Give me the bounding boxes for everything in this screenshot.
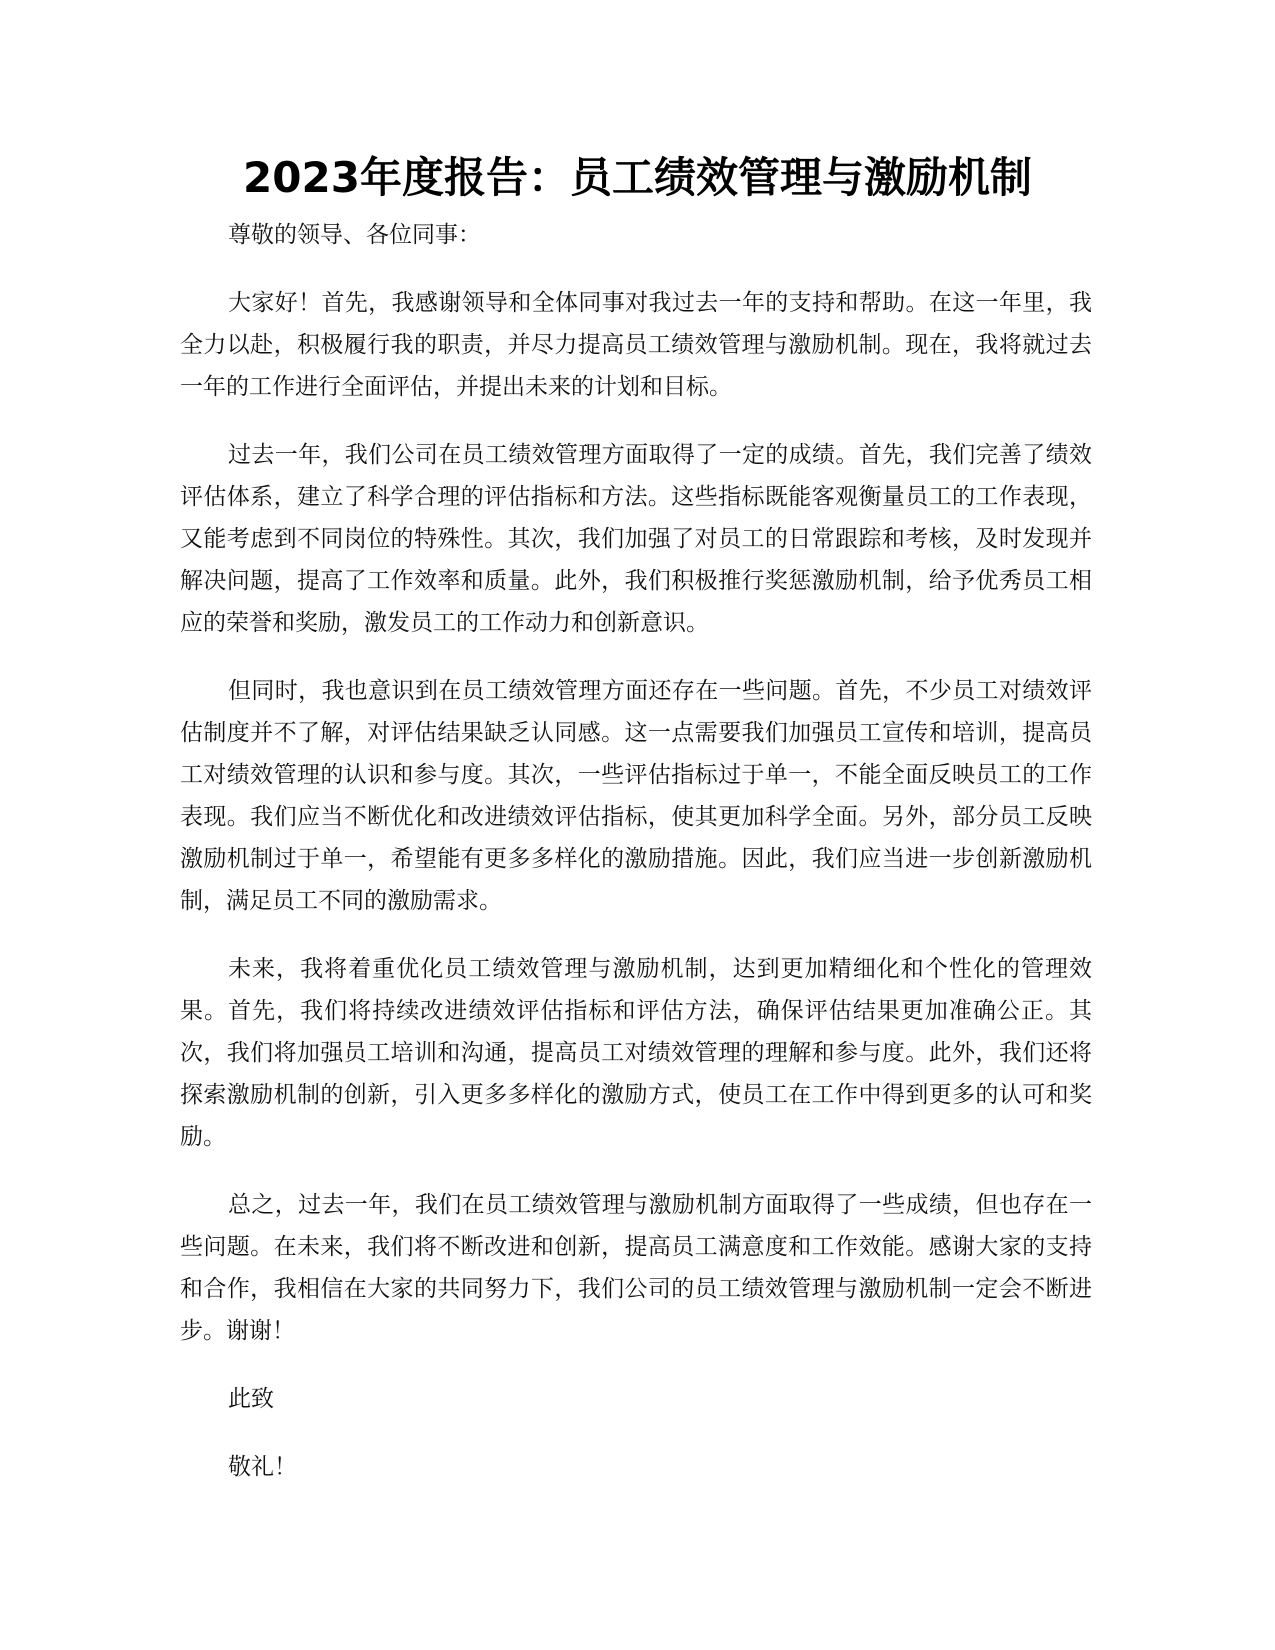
document-title: 2023年度报告：员工绩效管理与激励机制 (243, 153, 1032, 202)
paragraph-opening: 大家好！首先，我感谢领导和全体同事对我过去一年的支持和帮助。在这一年里，我全力以赴，积极履行我的职责，并尽力提高员工绩效管理与激励机制。现在，我将就过去一年的工作进行全面评估，并提出未来的计划和目标。 (180, 290, 1092, 400)
closing-regards: 此致 (228, 1386, 274, 1412)
salutation: 尊敬的领导、各位同事： (228, 222, 481, 248)
paragraph-problems: 但同时，我也意识到在员工绩效管理方面还存在一些问题。首先，不少员工对绩效评估制度并不了解，对评估结果缺乏认同感。这一点需要我们加强员工宣传和培训，提高员工对绩效管理的认识和参与度。其次，一些评估指标过于单一，不能全面反映员工的工作表现。我们应当不断优化和改进绩效评估指标，使其更加科学全面。另外，部分员工反映激励机制过于单一，希望能有更多多样化的激励措施。因此，我们应当进一步创新激励机制，满足员工不同的激励需求。 (180, 678, 1092, 914)
paragraph-summary: 总之，过去一年，我们在员工绩效管理与激励机制方面取得了一些成绩，但也存在一些问题。在未来，我们将不断改进和创新，提高员工满意度和工作效能。感谢大家的支持和合作，我相信在大家的共同努力下，我们公司的员工绩效管理与激励机制一定会不断进步。谢谢！ (180, 1192, 1092, 1344)
document-body (180, 214, 1092, 1514)
paragraph-future-plans: 未来，我将着重优化员工绩效管理与激励机制，达到更加精细化和个性化的管理效果。首先，我们将持续改进绩效评估指标和评估方法，确保评估结果更加准确公正。其次，我们将加强员工培训和沟通，提高员工对绩效管理的理解和参与度。此外，我们还将探索激励机制的创新，引入更多多样化的激励方式，使员工在工作中得到更多的认可和奖励。 (180, 956, 1092, 1150)
closing-salute: 敬礼！ (228, 1454, 297, 1480)
paragraph-achievements: 过去一年，我们公司在员工绩效管理方面取得了一定的成绩。首先，我们完善了绩效评估体系，建立了科学合理的评估指标和方法。这些指标既能客观衡量员工的工作表现，又能考虑到不同岗位的特殊性。其次，我们加强了对员工的日常跟踪和考核，及时发现并解决问题，提高了工作效率和质量。此外，我们积极推行奖惩激励机制，给予优秀员工相应的荣誉和奖励，激发员工的工作动力和创新意识。 (180, 442, 1092, 636)
